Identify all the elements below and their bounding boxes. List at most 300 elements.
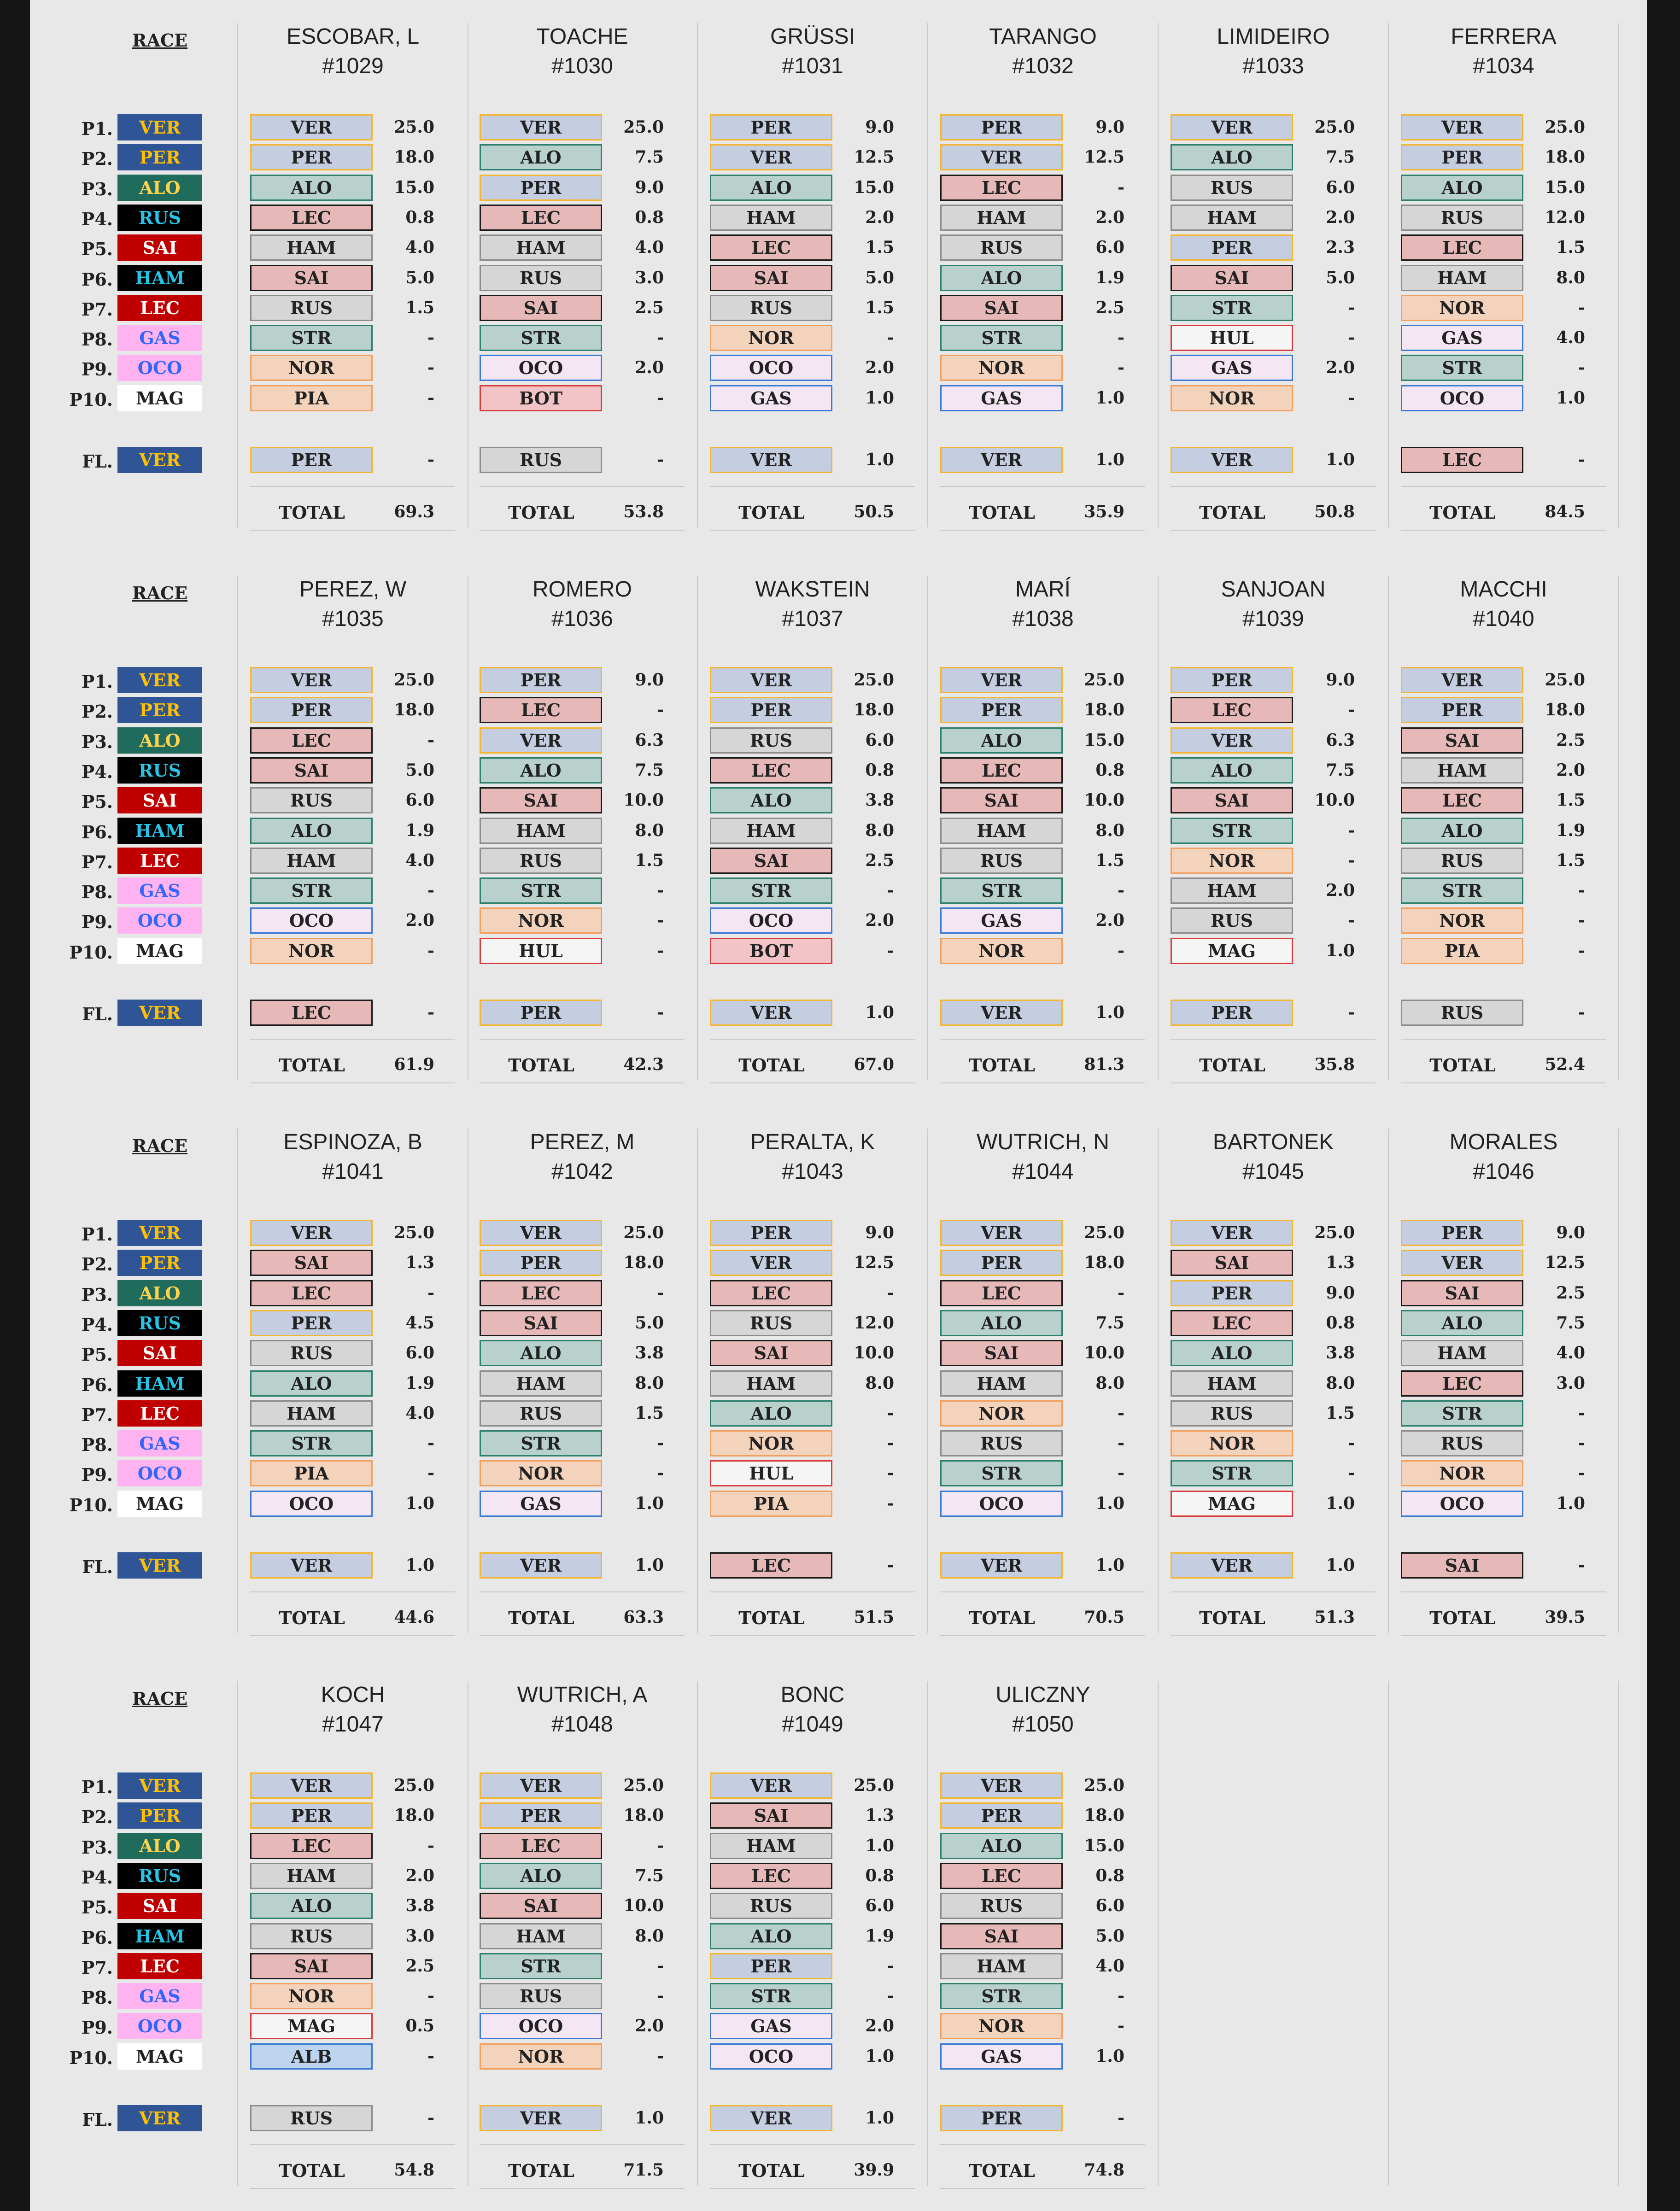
- pick-cell: PER: [1401, 144, 1523, 170]
- pick-points: 7.5: [1326, 760, 1355, 780]
- pick-points: 3.0: [1556, 1373, 1585, 1393]
- pick-points: 2.3: [1326, 238, 1355, 257]
- pick-cell: HAM: [940, 1953, 1063, 1979]
- player-name: WAKSTEIN: [755, 577, 870, 602]
- fastest-lap-pick: VER: [710, 1000, 832, 1026]
- pick-points: 1.5: [1095, 850, 1124, 870]
- player-name: MACCHI: [1460, 577, 1547, 602]
- pick-cell: GAS: [940, 385, 1063, 411]
- pick-points: 9.0: [1095, 117, 1124, 137]
- pick-cell: LEC: [480, 1280, 602, 1306]
- pick-cell: STR: [1171, 1460, 1293, 1486]
- player-column: [1159, 1129, 1389, 1633]
- pick-points: 0.8: [1326, 1313, 1355, 1333]
- total-value: 44.6: [394, 1608, 434, 1627]
- total-value: 54.8: [394, 2160, 434, 2180]
- pick-cell: ALO: [1401, 175, 1523, 201]
- race-result-driver: OCO: [117, 355, 202, 381]
- position-label: P6.: [81, 1374, 113, 1395]
- pick-cell: SAI: [710, 1340, 832, 1366]
- pick-cell: PER: [250, 1802, 373, 1829]
- position-label: P4.: [81, 761, 113, 782]
- pick-cell: OCO: [710, 2043, 832, 2070]
- divider: [1171, 486, 1376, 487]
- pick-cell: VER: [480, 1772, 602, 1799]
- pick-cell: LEC: [940, 175, 1063, 201]
- fastest-lap-points: 1.0: [1095, 1003, 1124, 1022]
- pick-points: -: [1578, 881, 1585, 901]
- player-column: [468, 23, 698, 527]
- total-label: TOTAL: [279, 2160, 345, 2181]
- pick-cell: RUS: [250, 1340, 373, 1366]
- fastest-lap-pick: PER: [940, 2105, 1063, 2131]
- position-label: P8.: [81, 1434, 113, 1456]
- pick-cell: SAI: [1401, 727, 1523, 754]
- race-result-driver: LEC: [117, 848, 202, 874]
- total-value: 84.5: [1545, 502, 1585, 521]
- pick-cell: NOR: [480, 907, 602, 934]
- total-label: TOTAL: [1429, 502, 1496, 523]
- pick-cell: VER: [710, 1250, 832, 1276]
- position-label: P10.: [69, 942, 113, 963]
- total-value: 69.3: [394, 502, 434, 521]
- pick-cell: NOR: [250, 938, 373, 964]
- pick-points: 8.0: [635, 1373, 664, 1393]
- pick-cell: ALO: [480, 1340, 602, 1366]
- divider: [480, 1039, 685, 1040]
- pick-points: 10.0: [854, 1343, 894, 1363]
- race-result-driver: MAG: [117, 385, 202, 411]
- pick-cell: ALO: [710, 787, 832, 813]
- pick-points: 25.0: [1314, 1223, 1355, 1242]
- race-fastest-lap-driver: VER: [117, 447, 202, 473]
- pick-points: -: [887, 1433, 894, 1453]
- player-number: #1034: [1473, 54, 1534, 78]
- pick-cell: ALB: [250, 2043, 373, 2070]
- pick-cell: OCO: [710, 907, 832, 934]
- pick-cell: RUS: [1401, 1430, 1523, 1456]
- pick-cell: VER: [940, 1220, 1063, 1246]
- player-column: [1389, 1681, 1619, 2186]
- pick-cell: VER: [480, 114, 602, 140]
- divider: [940, 2188, 1145, 2189]
- pick-points: 15.0: [394, 177, 434, 197]
- pick-points: 1.0: [1095, 1493, 1124, 1513]
- race-result-driver: RUS: [117, 1863, 202, 1889]
- fastest-lap-pick: LEC: [1401, 447, 1523, 473]
- divider: [250, 2188, 455, 2189]
- pick-points: 2.5: [865, 850, 894, 870]
- divider: [1171, 1635, 1376, 1636]
- pick-points: 4.0: [1556, 1343, 1585, 1363]
- pick-cell: STR: [710, 1983, 832, 2009]
- pick-points: 25.0: [1084, 1223, 1124, 1242]
- pick-cell: NOR: [1401, 1460, 1523, 1486]
- pick-cell: BOT: [480, 385, 602, 411]
- pick-cell: OCO: [250, 1491, 373, 1517]
- pick-cell: LEC: [710, 1280, 832, 1306]
- divider: [940, 1591, 1145, 1592]
- race-block: [30, 553, 1647, 1076]
- pick-points: -: [657, 388, 664, 408]
- pick-cell: OCO: [250, 907, 373, 934]
- fastest-lap-points: -: [427, 450, 434, 469]
- pick-points: 12.0: [1545, 207, 1585, 227]
- pick-points: -: [427, 730, 434, 750]
- pick-points: 6.3: [635, 730, 664, 750]
- pick-points: 1.3: [1326, 1253, 1355, 1273]
- pick-points: 7.5: [1326, 147, 1355, 167]
- race-result-driver: ALO: [117, 175, 202, 201]
- position-label: P8.: [81, 1987, 113, 2008]
- pick-cell: STR: [480, 325, 602, 351]
- pick-points: 2.5: [1556, 730, 1585, 750]
- pick-points: 1.5: [1556, 850, 1585, 870]
- player-name: MARÍ: [1015, 577, 1071, 602]
- pick-cell: HAM: [480, 234, 602, 261]
- pick-points: -: [1578, 298, 1585, 317]
- player-number: #1050: [1012, 1712, 1074, 1737]
- race-fastest-lap-driver: VER: [117, 1000, 202, 1026]
- pick-cell: PER: [940, 1250, 1063, 1276]
- position-label: P7.: [81, 1957, 113, 1978]
- pick-points: 2.0: [865, 2016, 894, 2036]
- fastest-lap-points: 1.0: [635, 2108, 664, 2128]
- total-value: 52.4: [1545, 1055, 1585, 1074]
- divider: [940, 1039, 1145, 1040]
- pick-points: 1.0: [405, 1493, 434, 1513]
- pick-points: 1.9: [1556, 820, 1585, 840]
- pick-points: 2.0: [865, 207, 894, 227]
- divider: [1171, 1082, 1376, 1083]
- pick-points: -: [887, 941, 894, 960]
- race-result-driver: OCO: [117, 907, 202, 934]
- pick-cell: VER: [250, 667, 373, 693]
- pick-points: -: [1118, 177, 1124, 197]
- fastest-lap-points: 1.0: [865, 2108, 894, 2128]
- pick-points: 18.0: [623, 1806, 664, 1825]
- player-name: PERALTA, K: [750, 1130, 875, 1154]
- total-label: TOTAL: [508, 502, 574, 523]
- pick-points: 18.0: [623, 1253, 664, 1273]
- pick-cell: ALO: [1171, 1340, 1293, 1366]
- pick-cell: ALO: [1401, 818, 1523, 844]
- pick-cell: PER: [710, 114, 832, 140]
- pick-cell: SAI: [1401, 1280, 1523, 1306]
- pick-points: -: [657, 700, 664, 720]
- pick-points: 3.8: [635, 1343, 664, 1363]
- pick-points: 1.0: [1326, 1493, 1355, 1513]
- pick-points: 10.0: [623, 1896, 664, 1916]
- pick-cell: SAI: [940, 1923, 1063, 1949]
- position-label: P10.: [69, 2047, 113, 2068]
- total-label: TOTAL: [738, 1608, 805, 1628]
- player-number: #1040: [1473, 607, 1534, 631]
- pick-cell: GAS: [1401, 325, 1523, 351]
- pick-cell: GAS: [710, 2013, 832, 2039]
- race-result-driver: VER: [117, 1772, 202, 1799]
- pick-points: 18.0: [1084, 1806, 1124, 1825]
- pick-cell: VER: [1171, 727, 1293, 754]
- pick-cell: LEC: [710, 1863, 832, 1889]
- divider: [250, 530, 455, 531]
- pick-points: -: [427, 2046, 434, 2066]
- fastest-lap-pick: VER: [710, 447, 832, 473]
- fastest-lap-pick: LEC: [710, 1552, 832, 1579]
- player-number: #1048: [551, 1712, 613, 1737]
- pick-cell: VER: [1171, 114, 1293, 140]
- position-label: P3.: [81, 1837, 113, 1858]
- fastest-lap-pick: PER: [480, 1000, 602, 1026]
- player-number: #1044: [1012, 1159, 1074, 1184]
- pick-points: -: [887, 328, 894, 348]
- pick-cell: LEC: [1171, 697, 1293, 723]
- race-header: RACE: [132, 1688, 188, 1709]
- divider: [1401, 1591, 1606, 1592]
- pick-cell: VER: [940, 1772, 1063, 1799]
- pick-points: -: [657, 881, 664, 901]
- pick-points: 10.0: [1084, 1343, 1124, 1363]
- player-column: [468, 576, 698, 1080]
- pick-points: -: [1348, 1433, 1355, 1453]
- pick-points: 2.0: [1326, 358, 1355, 378]
- divider: [940, 2144, 1145, 2145]
- pick-cell: SAI: [710, 848, 832, 874]
- pick-cell: NOR: [480, 2043, 602, 2070]
- pick-points: 1.3: [405, 1253, 434, 1273]
- pick-cell: ALO: [710, 1923, 832, 1949]
- pick-points: 8.0: [1095, 820, 1124, 840]
- divider: [250, 1635, 455, 1636]
- pick-points: 0.8: [635, 207, 664, 227]
- position-label: P10.: [69, 389, 113, 410]
- divider: [1401, 1635, 1606, 1636]
- pick-cell: RUS: [940, 848, 1063, 874]
- divider: [710, 1591, 915, 1592]
- position-label: P3.: [81, 731, 113, 752]
- race-result-driver: VER: [117, 114, 202, 140]
- divider: [480, 1082, 685, 1083]
- total-value: 42.3: [623, 1055, 664, 1074]
- pick-points: -: [1348, 1463, 1355, 1483]
- divider: [710, 2188, 915, 2189]
- pick-cell: HAM: [940, 818, 1063, 844]
- position-label: P1.: [81, 671, 113, 692]
- race-result-driver: SAI: [117, 787, 202, 813]
- pick-cell: NOR: [940, 2013, 1063, 2039]
- pick-points: -: [1118, 941, 1124, 960]
- pick-points: -: [1348, 298, 1355, 317]
- total-value: 51.3: [1314, 1608, 1355, 1627]
- position-label: P2.: [81, 1807, 113, 1828]
- pick-points: 2.5: [1095, 298, 1124, 317]
- race-block: [30, 1658, 1647, 2181]
- divider: [250, 2144, 455, 2145]
- pick-cell: RUS: [710, 295, 832, 321]
- race-result-driver: PER: [117, 1250, 202, 1276]
- position-label: P6.: [81, 821, 113, 842]
- race-result-driver: LEC: [117, 1400, 202, 1427]
- pick-points: -: [887, 1463, 894, 1483]
- player-number: #1046: [1473, 1159, 1534, 1184]
- race-fastest-lap-driver: VER: [117, 2105, 202, 2131]
- pick-points: 25.0: [854, 1776, 894, 1795]
- pick-cell: PER: [1401, 697, 1523, 723]
- player-number: #1033: [1242, 54, 1304, 78]
- pick-cell: NOR: [1171, 385, 1293, 411]
- pick-cell: GAS: [1171, 355, 1293, 381]
- race-result-driver: SAI: [117, 234, 202, 261]
- pick-cell: VER: [940, 667, 1063, 693]
- player-number: #1043: [782, 1159, 843, 1184]
- pick-points: 4.0: [1095, 1956, 1124, 1976]
- pick-points: 8.0: [1556, 268, 1585, 287]
- pick-cell: GAS: [710, 385, 832, 411]
- total-label: TOTAL: [969, 1055, 1035, 1076]
- total-value: 67.0: [854, 1055, 894, 1074]
- fastest-lap-points: -: [1578, 450, 1585, 469]
- player-number: #1031: [782, 54, 843, 78]
- pick-points: -: [887, 1283, 894, 1303]
- fastest-lap-points: -: [427, 2108, 434, 2128]
- pick-points: 5.0: [405, 268, 434, 287]
- fastest-lap-label: FL.: [82, 2109, 113, 2130]
- pick-points: 1.0: [1095, 388, 1124, 408]
- pick-cell: RUS: [710, 1893, 832, 1919]
- position-label: P5.: [81, 791, 113, 813]
- fastest-lap-pick: PER: [1171, 1000, 1293, 1026]
- race-result-driver: RUS: [117, 757, 202, 784]
- pick-points: 1.5: [1326, 1403, 1355, 1423]
- standings-sheet: [30, 0, 1647, 2211]
- pick-cell: PER: [250, 144, 373, 170]
- pick-cell: RUS: [940, 234, 1063, 261]
- pick-cell: LEC: [1171, 1310, 1293, 1336]
- pick-points: -: [427, 1283, 434, 1303]
- total-value: 39.5: [1545, 1608, 1585, 1627]
- race-result-driver: GAS: [117, 877, 202, 904]
- pick-cell: LEC: [250, 1833, 373, 1859]
- pick-cell: SAI: [940, 787, 1063, 813]
- pick-cell: RUS: [250, 1923, 373, 1949]
- fastest-lap-points: 1.0: [1095, 450, 1124, 469]
- pick-points: 1.0: [1556, 1493, 1585, 1513]
- pick-points: 6.0: [1095, 1896, 1124, 1916]
- player-name: ESCOBAR, L: [286, 24, 420, 49]
- fastest-lap-pick: VER: [480, 2105, 602, 2131]
- fastest-lap-label: FL.: [82, 451, 113, 472]
- total-value: 51.5: [854, 1608, 894, 1627]
- race-result-driver: GAS: [117, 325, 202, 351]
- pick-cell: LEC: [1401, 1370, 1523, 1397]
- divider: [480, 1635, 685, 1636]
- race-result-driver: ALO: [117, 1280, 202, 1306]
- fastest-lap-points: -: [1578, 1003, 1585, 1022]
- pick-cell: VER: [480, 727, 602, 754]
- pick-points: 15.0: [1084, 730, 1124, 750]
- pick-points: 0.8: [1095, 1866, 1124, 1885]
- pick-cell: MAG: [250, 2013, 373, 2039]
- pick-cell: PER: [940, 697, 1063, 723]
- pick-points: -: [427, 1836, 434, 1855]
- race-result-driver: OCO: [117, 2013, 202, 2039]
- pick-cell: STR: [250, 325, 373, 351]
- pick-points: 1.9: [405, 820, 434, 840]
- player-number: #1047: [322, 1712, 384, 1737]
- pick-cell: VER: [1401, 1250, 1523, 1276]
- pick-cell: ALO: [480, 757, 602, 784]
- pick-cell: HAM: [710, 818, 832, 844]
- fastest-lap-points: -: [657, 1003, 664, 1022]
- pick-points: 2.5: [635, 298, 664, 317]
- pick-points: -: [887, 881, 894, 901]
- position-label: P7.: [81, 851, 113, 872]
- pick-cell: OCO: [480, 2013, 602, 2039]
- pick-cell: SAI: [250, 757, 373, 784]
- pick-points: 25.0: [1084, 1776, 1124, 1795]
- pick-cell: VER: [250, 1220, 373, 1246]
- pick-cell: NOR: [940, 355, 1063, 381]
- pick-points: -: [1118, 1403, 1124, 1423]
- pick-points: -: [1348, 700, 1355, 720]
- pick-cell: ALO: [940, 1310, 1063, 1336]
- race-result-driver: HAM: [117, 1370, 202, 1397]
- divider: [1401, 1039, 1606, 1040]
- pick-points: 6.0: [865, 730, 894, 750]
- pick-cell: ALO: [480, 144, 602, 170]
- player-column: [468, 1129, 698, 1633]
- pick-cell: PER: [480, 1250, 602, 1276]
- pick-cell: HAM: [710, 205, 832, 231]
- pick-points: -: [427, 1433, 434, 1453]
- fastest-lap-points: 1.0: [405, 1556, 434, 1575]
- pick-cell: HAM: [940, 1370, 1063, 1397]
- pick-points: 1.5: [865, 298, 894, 317]
- player-name: LIMIDEIRO: [1217, 24, 1330, 49]
- player-name: SANJOAN: [1221, 577, 1326, 602]
- player-name: TARANGO: [989, 24, 1097, 49]
- pick-cell: NOR: [1401, 907, 1523, 934]
- pick-points: -: [1348, 328, 1355, 348]
- pick-cell: HUL: [480, 938, 602, 964]
- fastest-lap-pick: VER: [940, 1552, 1063, 1579]
- position-label: P5.: [81, 239, 113, 260]
- pick-points: -: [427, 1463, 434, 1483]
- player-column: [237, 23, 468, 527]
- pick-cell: PER: [1171, 667, 1293, 693]
- pick-points: -: [657, 1836, 664, 1855]
- position-label: P1.: [81, 1777, 113, 1797]
- pick-cell: STR: [1401, 355, 1523, 381]
- pick-points: 1.9: [405, 1373, 434, 1393]
- pick-cell: RUS: [250, 787, 373, 813]
- pick-points: 25.0: [623, 1776, 664, 1795]
- player-column: [698, 1681, 928, 2186]
- pick-cell: ALO: [1401, 1310, 1523, 1336]
- pick-points: -: [657, 941, 664, 960]
- pick-points: 1.0: [635, 1493, 664, 1513]
- race-block: [30, 1106, 1647, 1628]
- pick-cell: STR: [250, 1430, 373, 1456]
- player-column: [1159, 23, 1389, 527]
- position-label: P2.: [81, 701, 113, 722]
- pick-points: 9.0: [635, 670, 664, 690]
- pick-points: -: [657, 1986, 664, 2006]
- divider: [480, 486, 685, 487]
- pick-cell: HAM: [710, 1833, 832, 1859]
- divider: [710, 530, 915, 531]
- fastest-lap-label: FL.: [82, 1004, 113, 1024]
